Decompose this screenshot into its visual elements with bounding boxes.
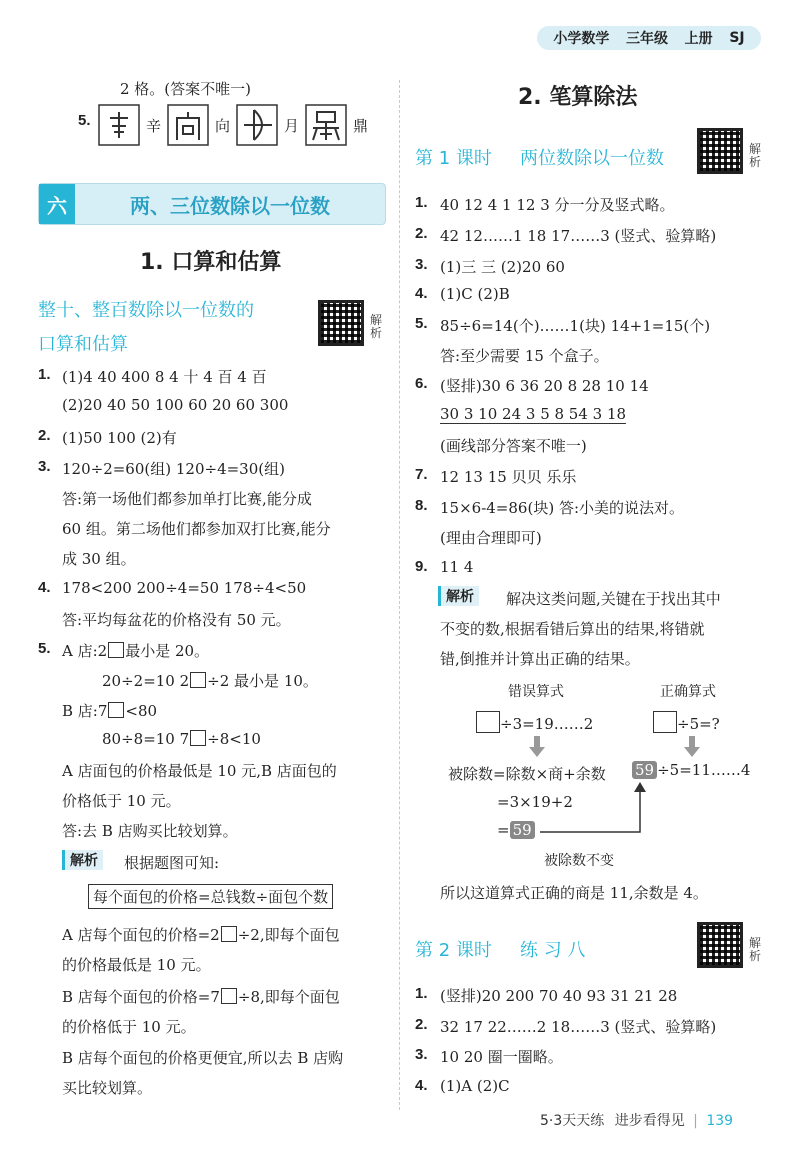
item-line: (竖排)20 200 70 40 93 31 21 28 <box>440 987 678 1005</box>
calc-result: = 59 <box>497 821 535 839</box>
char-glyph-yue-icon <box>236 104 278 146</box>
analysis-line: 错,倒推并计算出正确的结果。 <box>440 650 640 668</box>
footer: 5·3天天练 进步看得见 | 139 <box>540 1113 734 1129</box>
char-yue: 月 <box>284 116 300 135</box>
item-line: 12 13 15 贝贝 乐乐 <box>440 468 577 486</box>
right-calc: 59 ÷5=11……4 <box>632 761 750 779</box>
lesson-title-line1: 整十、整百数除以一位数的 <box>38 300 254 321</box>
right-equation: ÷5=? <box>653 711 720 733</box>
lesson-title-line2: 口算和估算 <box>38 334 128 355</box>
item-number: 4. <box>415 285 428 302</box>
q5-characters <box>98 104 368 146</box>
item-line: 178<200 200÷4=50 178÷4<50 <box>62 579 307 597</box>
header-tag-subject: 小学数学 <box>553 31 610 47</box>
unit-number: 六 <box>39 184 75 224</box>
footer-brand: 5·3天天练 <box>540 1113 605 1129</box>
down-arrow-icon <box>683 736 701 758</box>
char-glyph-ding-icon <box>305 104 347 146</box>
jiexi-label[interactable]: 解析 <box>749 936 762 963</box>
analysis-b2: 的价格低于 10 元。 <box>62 1018 196 1036</box>
item-line: (理由合理即可) <box>440 529 542 547</box>
unit-banner <box>38 183 386 225</box>
item-line: (1)三 三 (2)20 60 <box>440 258 565 276</box>
item-line: 85÷6=14(个)……1(块) 14+1=15(个) <box>440 317 711 335</box>
item-line: (画线部分答案不唯一) <box>440 437 587 455</box>
qr-code-icon[interactable] <box>318 300 364 346</box>
item-number: 5. <box>38 640 51 657</box>
analysis-c2: 买比较划算。 <box>62 1079 153 1097</box>
lesson2-label: 第 2 课时 <box>415 940 492 961</box>
item-line: 成 30 组。 <box>62 550 136 568</box>
item-number: 4. <box>415 1077 428 1094</box>
char-xiang: 向 <box>215 116 231 135</box>
q5b-a2: 20÷2=10 2 ÷2 最小是 10。 <box>102 672 318 690</box>
item-line: 答:至少需要 15 个盒子。 <box>440 347 609 365</box>
item-number: 2. <box>38 427 51 444</box>
item-line: 40 12 4 1 12 3 分一分及竖式略。 <box>440 196 675 214</box>
analysis-intro: 根据题图可知: <box>124 854 220 872</box>
char-xin: 辛 <box>146 116 162 135</box>
header-tags <box>537 26 761 50</box>
item-line: (2)20 40 50 100 60 20 60 300 <box>62 396 289 414</box>
item-line: 10 20 圈一圈略。 <box>440 1048 563 1066</box>
item-number: 6. <box>415 375 428 392</box>
qr-code-icon[interactable] <box>697 922 743 968</box>
analysis-formula: 每个面包的价格=总钱数÷面包个数 <box>88 884 333 909</box>
item-line: (竖排)30 6 36 20 8 28 10 14 <box>440 377 649 395</box>
analysis-c1: B 店每个面包的价格更便宜,所以去 B 店购 <box>62 1049 344 1067</box>
item-number: 1. <box>38 366 51 383</box>
item-line: 答:第一场他们都参加单打比赛,能分成 <box>62 490 312 508</box>
down-arrow-icon <box>528 736 546 758</box>
footer-slogan: 进步看得见 <box>614 1113 685 1129</box>
section1-title: 1. 口算和估算 <box>140 250 282 275</box>
analysis-a: A 店每个面包的价格=2 ÷2,即每个面包 <box>62 926 340 944</box>
item-line: (1)4 40 400 8 4 十 4 百 4 百 <box>62 368 267 386</box>
q5b-b2: 80÷8=10 7 ÷8<10 <box>102 730 261 748</box>
qr-code-icon[interactable] <box>697 128 743 174</box>
item-line-underlined: 30 3 10 24 3 5 8 54 3 18 <box>440 405 627 423</box>
item-number: 5. <box>415 315 428 332</box>
page-number: 139 <box>706 1113 734 1129</box>
item-line: 120÷2=60(组) 120÷4=30(组) <box>62 460 285 478</box>
item-line: 15×6-4=86(块) 答:小美的说法对。 <box>440 499 684 517</box>
item-number: 1. <box>415 985 428 1002</box>
q5b-a1: A 店:2 最小是 20。 <box>62 642 210 660</box>
header-tag-edition: SJ <box>729 30 745 46</box>
analysis-conclusion: 所以这道算式正确的商是 11,余数是 4。 <box>440 884 708 902</box>
column-divider <box>399 80 400 1110</box>
char-glyph-xiang-icon <box>167 104 209 146</box>
item-number: 7. <box>415 466 428 483</box>
top-note: 2 格。(答案不唯一) <box>120 80 252 98</box>
lesson1-label: 第 1 课时 <box>415 148 492 169</box>
section2-title: 2. 笔算除法 <box>518 85 638 110</box>
lesson2-title: 练 习 八 <box>520 940 586 961</box>
item-number: 3. <box>38 458 51 475</box>
right-label: 正确算式 <box>660 684 716 700</box>
item-number: 4. <box>38 579 51 596</box>
unchanged-note: 被除数不变 <box>544 853 614 869</box>
q5b-c2: 价格低于 10 元。 <box>62 792 181 810</box>
item-line: (1)50 100 (2)有 <box>62 429 177 447</box>
item-number: 8. <box>415 497 428 514</box>
jiexi-label[interactable]: 解析 <box>370 313 383 340</box>
lesson1-title: 两位数除以一位数 <box>520 148 664 169</box>
analysis-line: 解决这类问题,关键在于找出其中 <box>506 590 721 608</box>
analysis-b: B 店每个面包的价格=7 ÷8,即每个面包 <box>62 988 340 1006</box>
item-line: 32 17 22……2 18……3 (竖式、验算略) <box>440 1018 717 1036</box>
dividend-formula: 被除数=除数×商+余数 <box>448 765 606 783</box>
item-number: 1. <box>415 194 428 211</box>
item-line: (1)C (2)B <box>440 285 510 303</box>
wrong-equation: ÷3=19……2 <box>476 711 593 733</box>
header-tag-grade: 三年级 <box>626 31 668 47</box>
item-number: 3. <box>415 256 428 273</box>
item-number: 9. <box>415 558 428 575</box>
char-glyph-xin-icon <box>98 104 140 146</box>
item-line: 60 组。第二场他们都参加双打比赛,能分 <box>62 520 331 538</box>
header-tag-volume: 上册 <box>684 31 713 47</box>
analysis-badge: 解析 <box>62 850 103 870</box>
analysis-a2: 的价格最低是 10 元。 <box>62 956 211 974</box>
item-line: (1)A (2)C <box>440 1077 510 1095</box>
wrong-label: 错误算式 <box>508 684 564 700</box>
jiexi-label[interactable]: 解析 <box>749 142 762 169</box>
q5-number: 5. <box>78 112 91 129</box>
connector-arrow <box>530 780 650 848</box>
item-line: 42 12……1 18 17……3 (竖式、验算略) <box>440 227 717 245</box>
item-line: 答:平均每盆花的价格没有 50 元。 <box>62 611 291 629</box>
q5b-b1: B 店:7 <80 <box>62 702 158 720</box>
unit-title: 两、三位数除以一位数 <box>130 193 330 218</box>
analysis-line: 不变的数,根据看错后算出的结果,将错就 <box>440 620 705 638</box>
item-line: 11 4 <box>440 558 474 576</box>
q5b-c1: A 店面包的价格最低是 10 元,B 店面包的 <box>62 762 337 780</box>
item-number: 2. <box>415 1016 428 1033</box>
item-number: 2. <box>415 225 428 242</box>
calc-step: =3×19+2 <box>497 793 573 811</box>
item-number: 3. <box>415 1046 428 1063</box>
char-ding: 鼎 <box>353 116 369 135</box>
q5b-c3: 答:去 B 店购买比较划算。 <box>62 822 238 840</box>
analysis-badge: 解析 <box>438 586 479 606</box>
